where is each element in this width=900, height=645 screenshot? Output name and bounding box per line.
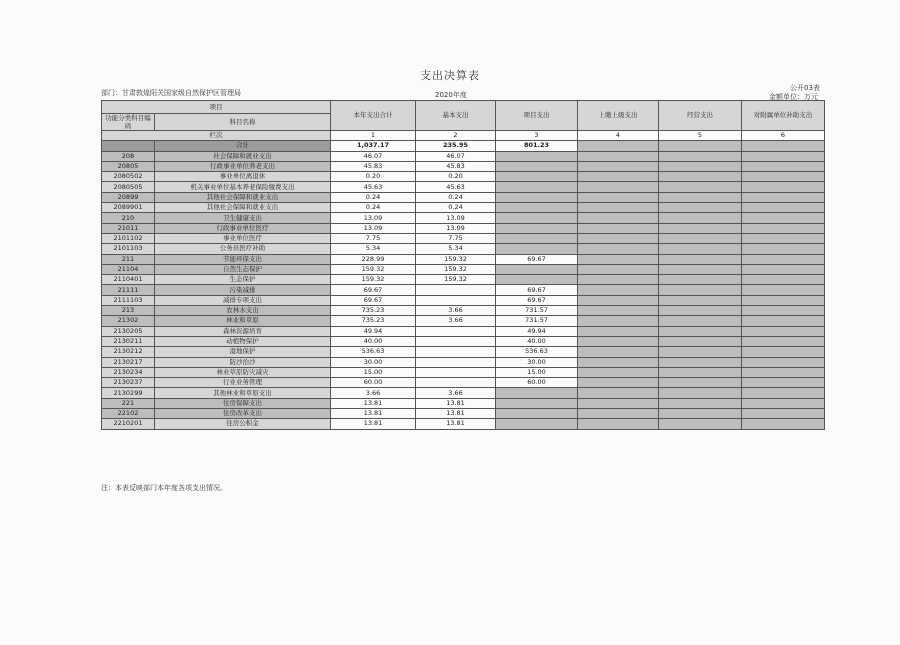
- row-name: 合计: [155, 141, 331, 151]
- row-empty: [659, 306, 742, 316]
- row-empty: [578, 409, 659, 419]
- row-code: 213: [102, 306, 155, 316]
- row-basic: [416, 357, 496, 367]
- row-empty: [742, 275, 825, 285]
- row-empty: [742, 326, 825, 336]
- table-row: [102, 182, 825, 192]
- row-empty: [578, 367, 659, 377]
- row-empty: [578, 336, 659, 346]
- row-empty: [659, 357, 742, 367]
- row-code: 211: [102, 254, 155, 264]
- row-project: 731.57: [496, 316, 578, 326]
- table-row: [102, 326, 825, 336]
- col-number: 5: [659, 131, 742, 141]
- row-name: 节能环保支出: [155, 254, 331, 264]
- row-code: 20899: [102, 192, 155, 202]
- header-name: 科目名称: [155, 114, 331, 131]
- row-empty: [659, 182, 742, 192]
- row-code: 21111: [102, 285, 155, 295]
- table-row: [102, 378, 825, 388]
- row-empty: [578, 182, 659, 192]
- row-name: 行政事业单位养老支出: [155, 161, 331, 171]
- row-empty: [659, 388, 742, 398]
- table-row: [102, 223, 825, 233]
- header-row-project: [102, 101, 825, 114]
- row-empty: [659, 295, 742, 305]
- table-row: [102, 254, 825, 264]
- row-total: 3.66: [331, 388, 416, 398]
- row-empty: [659, 223, 742, 233]
- row-project: 60.00: [496, 378, 578, 388]
- row-empty: [659, 151, 742, 161]
- row-basic: [416, 336, 496, 346]
- header-business: 经营支出: [659, 101, 742, 131]
- row-project: [496, 161, 578, 171]
- row-empty: [659, 398, 742, 408]
- table-row: [102, 213, 825, 223]
- row-basic: 7.75: [416, 233, 496, 243]
- row-empty: [742, 244, 825, 254]
- row-empty: [659, 264, 742, 274]
- col-number: 4: [578, 131, 659, 141]
- department-name: 甘肃敦煌阳关国家级自然保护区管理局: [122, 89, 241, 97]
- table-row: [102, 203, 825, 213]
- fiscal-year: 2020年度: [435, 91, 467, 99]
- row-total: 5.34: [331, 244, 416, 254]
- col-label: 栏次: [102, 131, 331, 141]
- col-number: 1: [331, 131, 416, 141]
- row-total: 13.81: [331, 398, 416, 408]
- row-empty: [659, 233, 742, 243]
- header-total: 本年支出合计: [331, 101, 416, 131]
- row-code: 2130299: [102, 388, 155, 398]
- row-empty: [742, 223, 825, 233]
- row-total: 0.24: [331, 192, 416, 202]
- row-project: 801.23: [496, 141, 578, 151]
- row-total: 7.75: [331, 233, 416, 243]
- row-project: [496, 388, 578, 398]
- row-empty: [578, 326, 659, 336]
- row-total: 46.07: [331, 151, 416, 161]
- row-empty: [742, 141, 825, 151]
- row-basic: 3.66: [416, 306, 496, 316]
- table-row: [102, 172, 825, 182]
- row-total: 735.23: [331, 316, 416, 326]
- table-row: [102, 388, 825, 398]
- row-empty: [578, 172, 659, 182]
- row-basic: [416, 347, 496, 357]
- row-total: 228.99: [331, 254, 416, 264]
- row-name: 住房改革支出: [155, 409, 331, 419]
- table-row: [102, 192, 825, 202]
- row-empty: [578, 357, 659, 367]
- row-empty: [578, 244, 659, 254]
- row-empty: [742, 367, 825, 377]
- row-empty: [659, 213, 742, 223]
- row-basic: 159.32: [416, 254, 496, 264]
- row-total: 735.23: [331, 306, 416, 316]
- header-project-expense: 项目支出: [496, 101, 578, 131]
- row-basic: 3.66: [416, 388, 496, 398]
- row-total: 13.09: [331, 223, 416, 233]
- row-code: 2130217: [102, 357, 155, 367]
- row-empty: [659, 419, 742, 429]
- row-total: 69.67: [331, 285, 416, 295]
- row-basic: [416, 295, 496, 305]
- row-code: 2210201: [102, 419, 155, 429]
- row-project: [496, 233, 578, 243]
- row-basic: 46.07: [416, 151, 496, 161]
- row-name: 行业业务管理: [155, 378, 331, 388]
- row-code: 22102: [102, 409, 155, 419]
- row-empty: [742, 419, 825, 429]
- row-project: 536.63: [496, 347, 578, 357]
- table-row: [102, 141, 825, 151]
- row-empty: [578, 347, 659, 357]
- row-empty: [578, 275, 659, 285]
- col-number: 6: [742, 131, 825, 141]
- col-number: 2: [416, 131, 496, 141]
- row-empty: [742, 357, 825, 367]
- row-basic: [416, 367, 496, 377]
- row-name: 生态保护: [155, 275, 331, 285]
- row-empty: [742, 398, 825, 408]
- row-empty: [578, 398, 659, 408]
- row-empty: [659, 326, 742, 336]
- header-upper: 上缴上级支出: [578, 101, 659, 131]
- row-total: 40.00: [331, 336, 416, 346]
- row-total: 159.32: [331, 264, 416, 274]
- row-empty: [742, 151, 825, 161]
- row-name: 社会保障和就业支出: [155, 151, 331, 161]
- row-empty: [578, 388, 659, 398]
- row-empty: [578, 264, 659, 274]
- row-code: 2101102: [102, 233, 155, 243]
- department-label: 部门：: [101, 89, 122, 97]
- row-code: 2130205: [102, 326, 155, 336]
- row-empty: [659, 161, 742, 171]
- row-code: 2111103: [102, 295, 155, 305]
- row-empty: [578, 141, 659, 151]
- row-project: 731.57: [496, 306, 578, 316]
- row-empty: [659, 203, 742, 213]
- row-empty: [742, 285, 825, 295]
- row-empty: [742, 161, 825, 171]
- table-row: [102, 398, 825, 408]
- row-total: 13.81: [331, 419, 416, 429]
- row-basic: 3.66: [416, 316, 496, 326]
- header-subsidy: 对附属单位补助支出: [742, 101, 825, 131]
- row-empty: [742, 378, 825, 388]
- table-row: [102, 244, 825, 254]
- row-empty: [659, 275, 742, 285]
- row-basic: 159.32: [416, 275, 496, 285]
- row-name: 公务员医疗补助: [155, 244, 331, 254]
- table-row: [102, 419, 825, 429]
- row-name: 林业草原防灾减灾: [155, 367, 331, 377]
- row-empty: [578, 419, 659, 429]
- table-row: [102, 316, 825, 326]
- row-empty: [742, 192, 825, 202]
- row-code: 2130237: [102, 378, 155, 388]
- row-empty: [659, 336, 742, 346]
- table-row: [102, 264, 825, 274]
- row-empty: [578, 378, 659, 388]
- row-project: [496, 213, 578, 223]
- row-total: 1,037.17: [331, 141, 416, 151]
- row-empty: [578, 254, 659, 264]
- row-empty: [742, 295, 825, 305]
- row-name: 减排专项支出: [155, 295, 331, 305]
- row-code: 21011: [102, 223, 155, 233]
- row-project: 69.67: [496, 295, 578, 305]
- row-project: [496, 192, 578, 202]
- row-total: 60.00: [331, 378, 416, 388]
- row-empty: [578, 151, 659, 161]
- row-code: 221: [102, 398, 155, 408]
- row-basic: 0.24: [416, 192, 496, 202]
- row-project: [496, 172, 578, 182]
- row-code: 2080505: [102, 182, 155, 192]
- row-empty: [659, 285, 742, 295]
- department-line: [101, 88, 241, 98]
- row-project: 40.00: [496, 336, 578, 346]
- row-project: [496, 398, 578, 408]
- row-name: 卫生健康支出: [155, 213, 331, 223]
- table-row: [102, 275, 825, 285]
- row-code: 21104: [102, 264, 155, 274]
- row-project: [496, 264, 578, 274]
- row-project: [496, 409, 578, 419]
- row-project: 69.67: [496, 254, 578, 264]
- row-empty: [659, 192, 742, 202]
- row-project: [496, 203, 578, 213]
- row-basic: [416, 326, 496, 336]
- row-code: [102, 141, 155, 151]
- row-name: 其他社会保障和就业支出: [155, 203, 331, 213]
- row-empty: [659, 409, 742, 419]
- row-empty: [578, 223, 659, 233]
- row-empty: [578, 203, 659, 213]
- amount-unit: 金额单位：万元: [769, 93, 818, 101]
- row-project: [496, 182, 578, 192]
- row-code: 2101103: [102, 244, 155, 254]
- row-basic: [416, 285, 496, 295]
- row-empty: [578, 161, 659, 171]
- row-basic: 0.24: [416, 203, 496, 213]
- row-code: 2110401: [102, 275, 155, 285]
- row-empty: [578, 285, 659, 295]
- row-empty: [742, 182, 825, 192]
- table-row: [102, 306, 825, 316]
- row-empty: [742, 254, 825, 264]
- row-code: 2080502: [102, 172, 155, 182]
- row-code: 2130212: [102, 347, 155, 357]
- row-name: 其他社会保障和就业支出: [155, 192, 331, 202]
- row-name: 事业单位医疗: [155, 233, 331, 243]
- row-total: 536.63: [331, 347, 416, 357]
- row-total: 45.63: [331, 182, 416, 192]
- row-empty: [742, 203, 825, 213]
- row-project: [496, 419, 578, 429]
- row-name: 防沙治沙: [155, 357, 331, 367]
- row-code: 208: [102, 151, 155, 161]
- row-total: 0.20: [331, 172, 416, 182]
- table-row: [102, 409, 825, 419]
- row-name: 污染减排: [155, 285, 331, 295]
- row-empty: [578, 192, 659, 202]
- row-empty: [742, 347, 825, 357]
- row-empty: [742, 409, 825, 419]
- col-number: 3: [496, 131, 578, 141]
- form-number: 公开03表: [790, 84, 820, 92]
- row-code: 2089901: [102, 203, 155, 213]
- table-row: [102, 151, 825, 161]
- row-name: 住房公积金: [155, 419, 331, 429]
- row-empty: [659, 244, 742, 254]
- row-basic: 0.20: [416, 172, 496, 182]
- row-empty: [578, 295, 659, 305]
- footnote: 注：本表反映部门本年度各项支出情况。: [101, 484, 227, 492]
- row-total: 45.83: [331, 161, 416, 171]
- row-empty: [578, 233, 659, 243]
- column-number-row: [102, 131, 825, 141]
- header-code: 功能分类科目编码: [102, 114, 155, 131]
- row-empty: [742, 336, 825, 346]
- row-basic: 13.09: [416, 213, 496, 223]
- row-empty: [659, 141, 742, 151]
- document-title: 支出决算表: [420, 69, 480, 82]
- row-name: 事业单位离退休: [155, 172, 331, 182]
- row-basic: 13.81: [416, 398, 496, 408]
- row-code: 210: [102, 213, 155, 223]
- row-name: 农林水支出: [155, 306, 331, 316]
- row-empty: [742, 213, 825, 223]
- header-basic: 基本支出: [416, 101, 496, 131]
- row-empty: [659, 172, 742, 182]
- row-project: 15.00: [496, 367, 578, 377]
- row-name: 行政事业单位医疗: [155, 223, 331, 233]
- row-basic: 235.95: [416, 141, 496, 151]
- row-empty: [742, 233, 825, 243]
- row-project: [496, 223, 578, 233]
- row-empty: [659, 316, 742, 326]
- row-empty: [659, 367, 742, 377]
- row-total: 13.81: [331, 409, 416, 419]
- row-empty: [578, 316, 659, 326]
- row-name: 森林资源培育: [155, 326, 331, 336]
- row-empty: [742, 264, 825, 274]
- row-project: [496, 275, 578, 285]
- row-project: [496, 244, 578, 254]
- row-total: 69.67: [331, 295, 416, 305]
- row-name: 湿地保护: [155, 347, 331, 357]
- row-name: 林业和草原: [155, 316, 331, 326]
- row-total: 0.24: [331, 203, 416, 213]
- table-row: [102, 336, 825, 346]
- table-row: [102, 161, 825, 171]
- row-project: 69.67: [496, 285, 578, 295]
- row-basic: 159.32: [416, 264, 496, 274]
- row-code: 21302: [102, 316, 155, 326]
- table-row: [102, 233, 825, 243]
- row-name: 其他林业和草原支出: [155, 388, 331, 398]
- row-basic: 45.83: [416, 161, 496, 171]
- row-empty: [578, 306, 659, 316]
- row-empty: [742, 388, 825, 398]
- row-total: 15.00: [331, 367, 416, 377]
- row-empty: [742, 316, 825, 326]
- row-basic: 5.34: [416, 244, 496, 254]
- row-code: 2130234: [102, 367, 155, 377]
- table-row: [102, 347, 825, 357]
- row-name: 机关事业单位基本养老保险缴费支出: [155, 182, 331, 192]
- row-basic: [416, 378, 496, 388]
- row-name: 动植物保护: [155, 336, 331, 346]
- row-basic: 45.63: [416, 182, 496, 192]
- row-project: 49.94: [496, 326, 578, 336]
- table-row: [102, 285, 825, 295]
- row-basic: 13.81: [416, 409, 496, 419]
- table-row: [102, 357, 825, 367]
- expenditure-table: [101, 100, 825, 430]
- row-empty: [742, 172, 825, 182]
- row-empty: [659, 347, 742, 357]
- row-basic: 13.81: [416, 419, 496, 429]
- row-total: 30.00: [331, 357, 416, 367]
- header-project: 项目: [102, 101, 331, 114]
- row-empty: [578, 213, 659, 223]
- row-name: 自然生态保护: [155, 264, 331, 274]
- row-project: 30.00: [496, 357, 578, 367]
- row-basic: 13.09: [416, 223, 496, 233]
- row-empty: [659, 254, 742, 264]
- table-row: [102, 295, 825, 305]
- row-empty: [659, 378, 742, 388]
- row-total: 159.32: [331, 275, 416, 285]
- row-name: 住房保障支出: [155, 398, 331, 408]
- table-row: [102, 367, 825, 377]
- row-total: 13.09: [331, 213, 416, 223]
- row-empty: [742, 306, 825, 316]
- row-code: 2130211: [102, 336, 155, 346]
- row-total: 49.94: [331, 326, 416, 336]
- row-code: 20805: [102, 161, 155, 171]
- row-project: [496, 151, 578, 161]
